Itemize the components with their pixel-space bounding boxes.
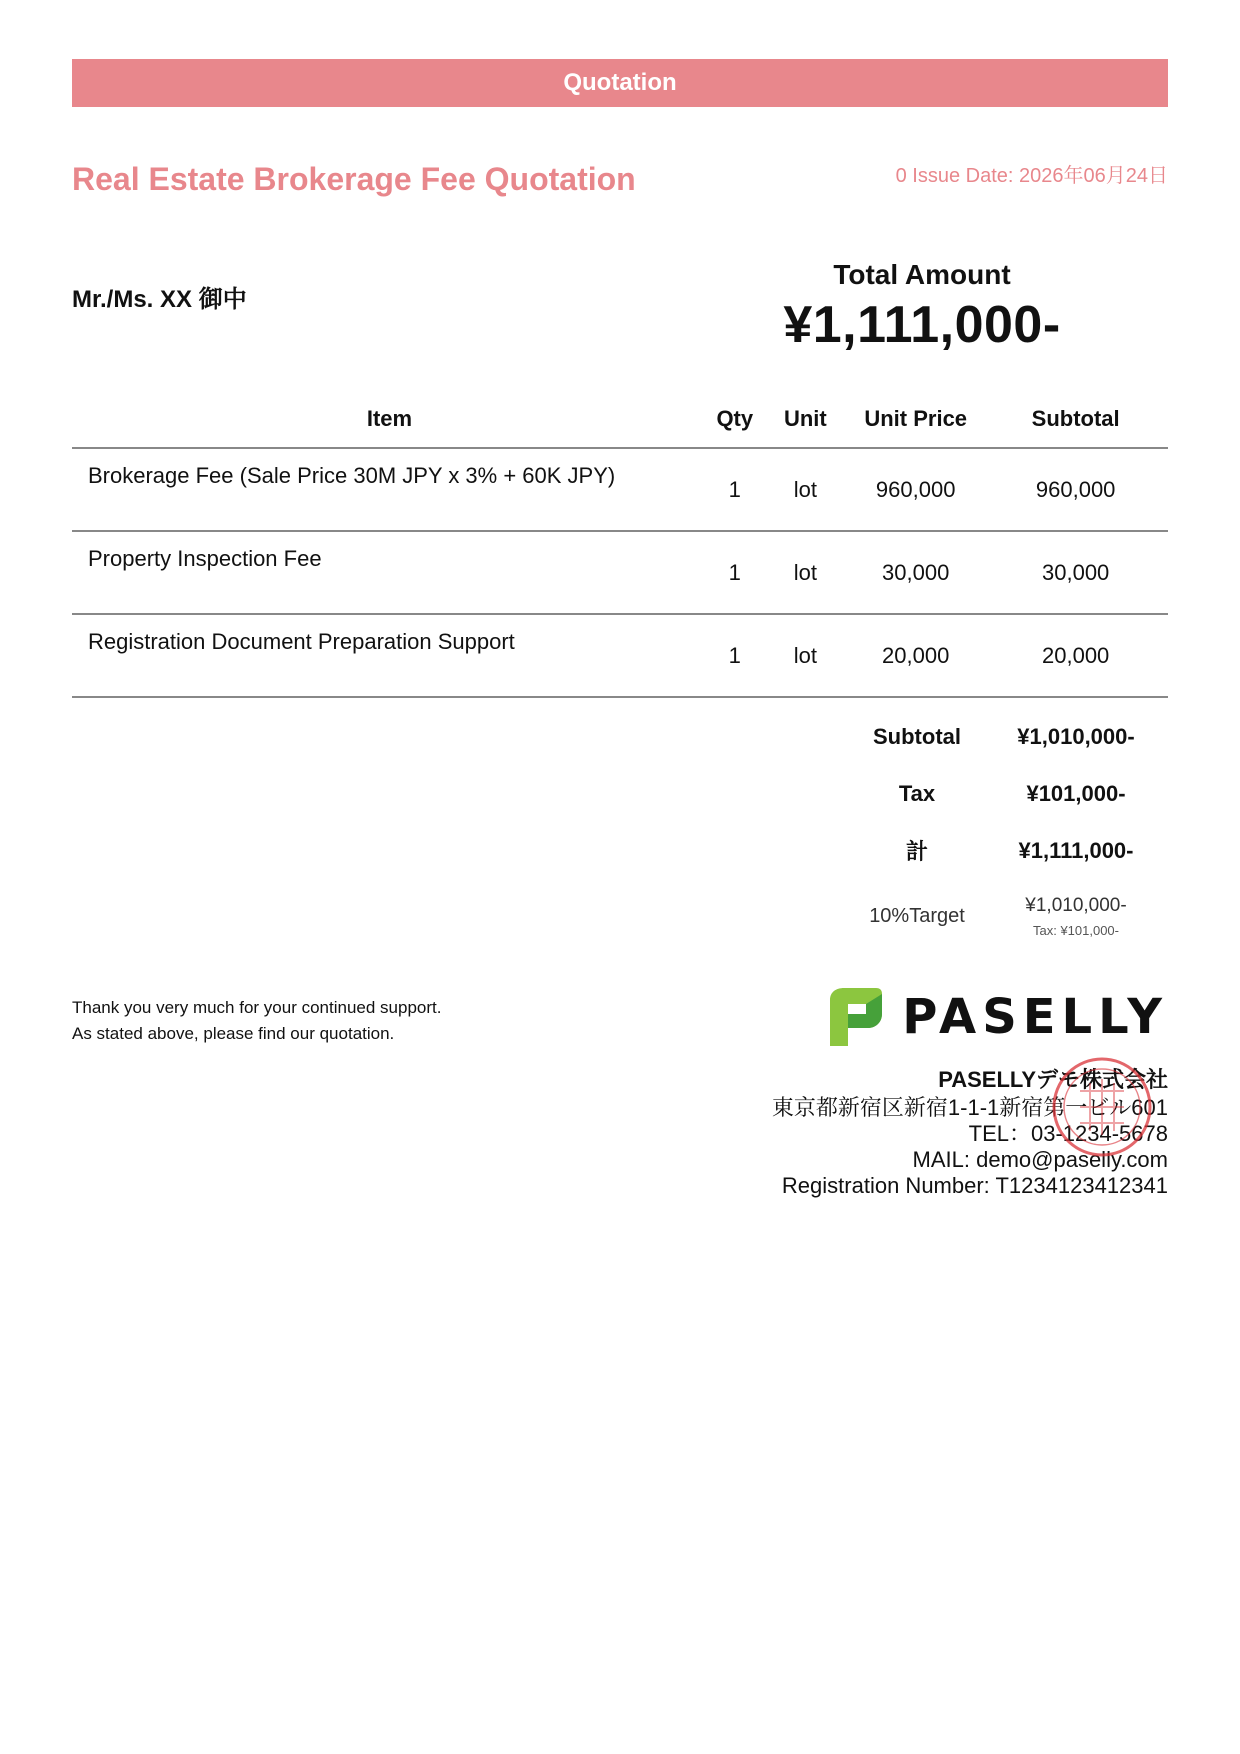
company-tel: TEL：03-1234-5678: [968, 1121, 1168, 1146]
company-address: 東京都新宿区新宿1-1-1新宿第一ビル601: [771, 1095, 1168, 1120]
row-unit-price: 20,000: [848, 614, 983, 697]
closing-message-line: Thank you very much for your continued support.: [72, 998, 442, 1017]
logo-wordmark: PASELLY: [902, 989, 1168, 1045]
summary-tax-label: Tax: [898, 780, 936, 806]
row-unit: lot: [763, 531, 848, 614]
total-amount-label: Total Amount: [833, 259, 1011, 290]
row-item: Property Inspection Fee: [72, 531, 707, 614]
row-subtotal: 30,000: [983, 531, 1168, 614]
company-mail: MAIL: demo@paselly.com: [912, 1147, 1168, 1172]
header-qty: Qty: [707, 391, 763, 448]
items-table: [72, 391, 1168, 698]
company-logo: [748, 983, 1168, 1051]
header-subtotal: Subtotal: [983, 391, 1168, 448]
summary-tax-value: ¥101,000-: [1026, 780, 1126, 806]
addressee-row: [72, 257, 1168, 391]
tax-target-tax: Tax: ¥101,000-: [1032, 922, 1119, 938]
tax-target-row: [850, 881, 1168, 951]
summary-total-label: 計: [905, 839, 928, 864]
quotation-page: [72, 59, 1168, 1255]
tax-target-amount: ¥1,010,000-: [1025, 894, 1127, 916]
total-amount-value: ¥1,111,000-: [783, 296, 1061, 354]
row-subtotal: 960,000: [983, 448, 1168, 531]
summary-subtotal-label: Subtotal: [873, 723, 961, 749]
header-unit: Unit: [763, 391, 848, 448]
paselly-logo-mark-icon: [826, 986, 884, 1048]
summary-subtotal-row: [850, 708, 1168, 765]
table-header-row: [72, 391, 1168, 448]
summary-total-row: [850, 822, 1168, 879]
table-row: [72, 614, 1168, 697]
row-unit: lot: [763, 614, 848, 697]
tax-target-value: [984, 895, 1168, 938]
row-qty: 1: [707, 448, 763, 531]
total-amount-box: [762, 257, 1082, 355]
summary-tax-row: [850, 765, 1168, 822]
footer: [72, 989, 1168, 1255]
company-details: [748, 1065, 1168, 1199]
row-item: Registration Document Preparation Support: [72, 614, 707, 697]
company-registration: Registration Number: T1234123412341: [781, 1173, 1168, 1198]
summary-total-value: ¥1,111,000-: [1018, 837, 1134, 863]
closing-message-line: As stated above, please find our quotation.: [72, 1024, 395, 1043]
table-row: [72, 531, 1168, 614]
tax-target-label: 10%Target: [869, 904, 965, 927]
row-unit: lot: [763, 448, 848, 531]
document-title: Real Estate Brokerage Fee Quotation: [72, 161, 636, 197]
row-qty: 1: [707, 614, 763, 697]
row-unit-price: 30,000: [848, 531, 983, 614]
header-item: Item: [72, 391, 707, 448]
summary-subtotal-value: ¥1,010,000-: [1017, 723, 1135, 749]
row-item: Brokerage Fee (Sale Price 30M JPY x 3% + 60K JPY): [72, 448, 707, 531]
header-unit-price: Unit Price: [848, 391, 983, 448]
company-name: PASELLYデモ株式会社: [938, 1067, 1168, 1092]
issue-date: 0 Issue Date: 2026年06月24日: [895, 165, 1168, 187]
heading-row: [72, 107, 1168, 257]
row-subtotal: 20,000: [983, 614, 1168, 697]
row-unit-price: 960,000: [848, 448, 983, 531]
closing-message: [72, 995, 441, 1047]
row-qty: 1: [707, 531, 763, 614]
addressee: Mr./Ms. XX 御中: [72, 286, 247, 313]
table-row: [72, 448, 1168, 531]
company-block: [748, 983, 1168, 1199]
title-bar: Quotation: [72, 59, 1168, 107]
summary-block: [850, 708, 1168, 951]
